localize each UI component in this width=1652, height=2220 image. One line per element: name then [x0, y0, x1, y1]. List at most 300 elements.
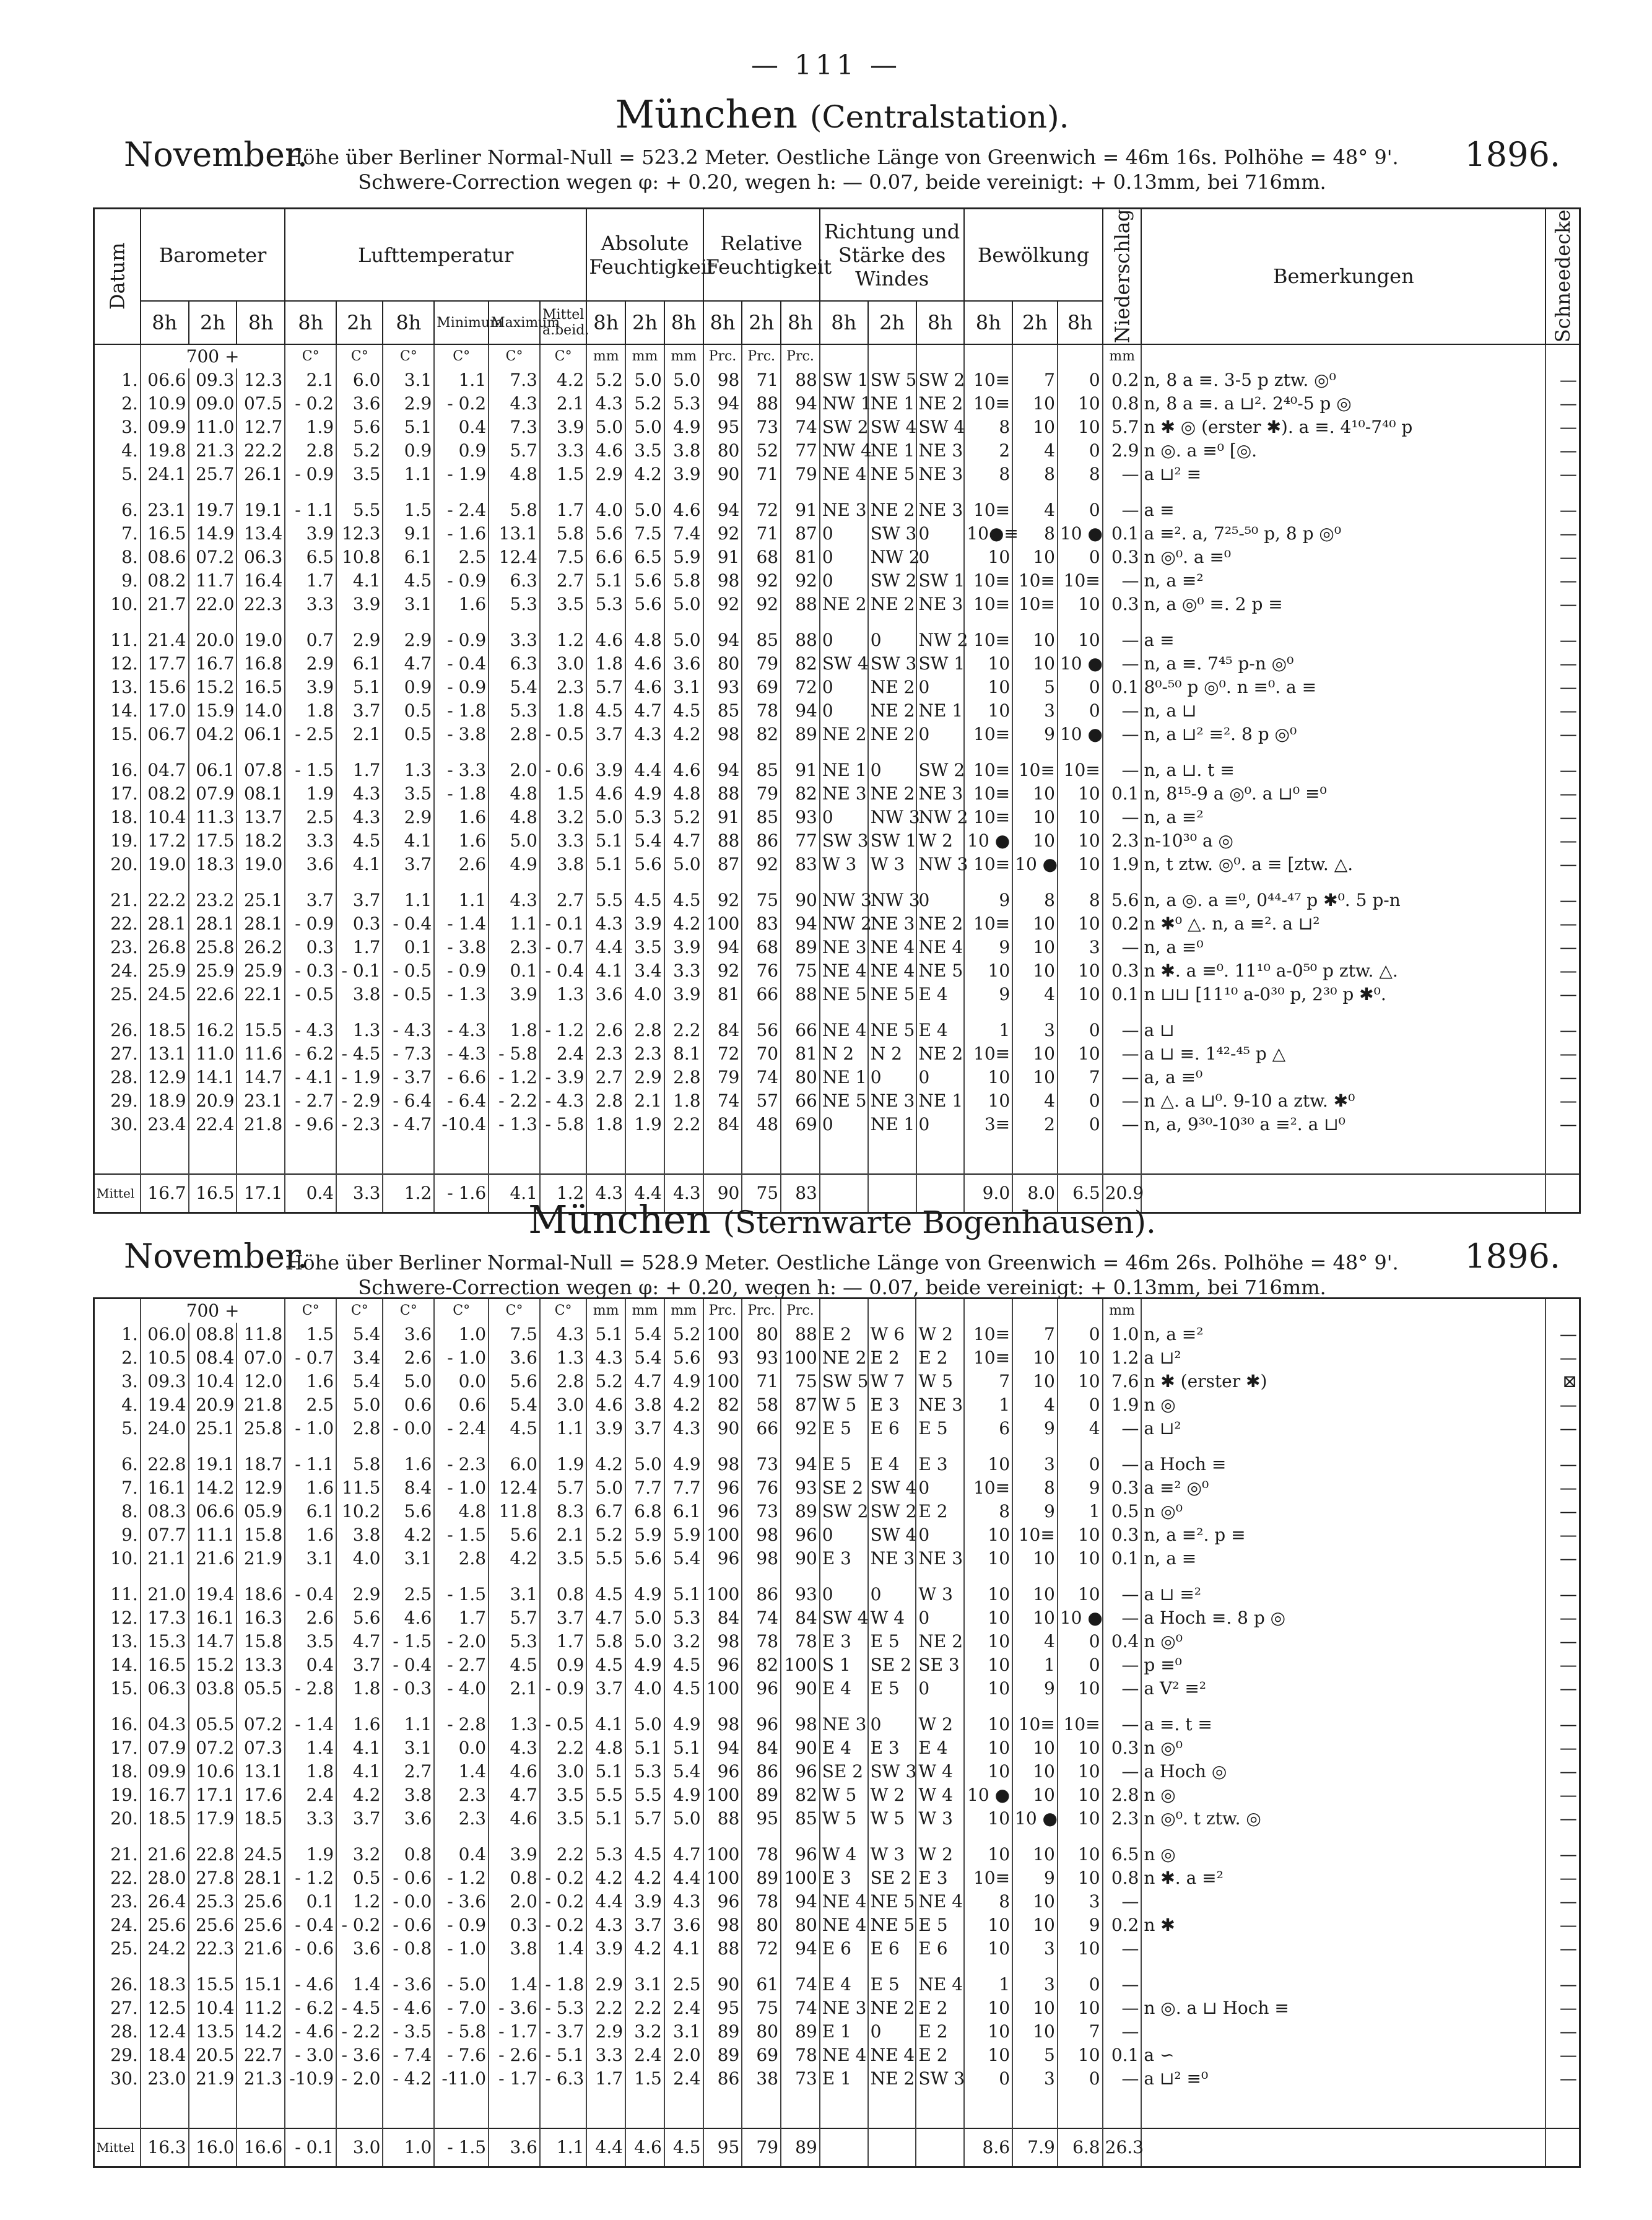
cell-snow: — — [1545, 829, 1580, 853]
cell-cloud-2h: 10 — [1012, 1042, 1058, 1066]
cell-temp-8h: 3.6 — [285, 853, 336, 876]
cell-temp-2h: 5.2 — [336, 439, 383, 463]
cell-temp-mean: 1.7 — [540, 1630, 586, 1653]
cell-temp-min: - 0.4 — [434, 652, 489, 676]
cell-temp-8h: 3.1 — [285, 1547, 336, 1570]
cell-cloud-2h: 8 — [1012, 463, 1058, 486]
cell-temp-8h: 3.9 — [285, 676, 336, 699]
cell-snow: — — [1545, 1783, 1580, 1807]
cell-datum: 30. — [94, 2067, 141, 2091]
unit-cell: Prc. — [781, 344, 820, 368]
cell-rel-2h: 80 — [742, 1323, 781, 1346]
cell-rel-8h-eve: 94 — [781, 1453, 820, 1476]
cell-wind-8h: E 4 — [820, 1736, 868, 1760]
cell-wind-2h: SW 2 — [868, 569, 916, 593]
cell-temp-2h: 1.8 — [336, 1677, 383, 1700]
cell-snow: — — [1545, 1843, 1580, 1866]
cell-rel-8h: 100 — [703, 1677, 742, 1700]
header-bewoelkung: Bewölkung — [964, 209, 1102, 302]
cell-baro-8h: 18.9 — [141, 1089, 189, 1113]
cell-abs-8h: 4.6 — [586, 439, 625, 463]
cell-abs-8h: 1.7 — [586, 2067, 625, 2091]
cell-cloud-2h: 10 — [1012, 1066, 1058, 1089]
cell-abs-8h-eve: 4.3 — [664, 1890, 703, 1913]
cell-cloud-8h: 10 — [964, 2044, 1012, 2067]
year-label: 1896. — [1464, 1237, 1560, 1276]
cell-cloud-8h: 10≡ — [964, 1042, 1012, 1066]
cell-temp-max: 2.0 — [489, 759, 540, 782]
cell-cloud-8h: 10 — [964, 676, 1012, 699]
cell-temp-mean: 5.8 — [540, 522, 586, 546]
day-row — [94, 1973, 1580, 1996]
cell-remarks: n, 8 a ≡. 3-5 p ztw. ◎⁰ — [1141, 368, 1545, 392]
cell-abs-2h: 5.0 — [625, 368, 664, 392]
cell-abs-2h: 3.8 — [625, 1393, 664, 1417]
cell-abs-2h: 6.5 — [625, 546, 664, 569]
cell-temp-2h: 5.1 — [336, 676, 383, 699]
cell-remarks — [1141, 1973, 1545, 1996]
cell-temp-max: - 1.3 — [489, 1113, 540, 1136]
day-row — [94, 782, 1580, 806]
cell-abs-2h: 4.6 — [625, 676, 664, 699]
cell-cloud-8h-eve: 10 — [1058, 1937, 1103, 1961]
cell-abs-8h: 2.2 — [586, 1996, 625, 2020]
cell-abs-8h-eve: 4.3 — [664, 1417, 703, 1440]
cell-wind-2h: E 4 — [868, 1453, 916, 1476]
cell-temp-min: 1.4 — [434, 1760, 489, 1783]
cell-abs-8h-eve: 7.4 — [664, 522, 703, 546]
cell-temp-min: 1.6 — [434, 593, 489, 616]
cell-cloud-2h: 10 — [1012, 936, 1058, 959]
cell-remarks: n, a ≡² — [1141, 569, 1545, 593]
cell-datum: 6. — [94, 1453, 141, 1476]
mean-wind-8h — [820, 2128, 868, 2167]
cell-wind-8h-eve: E 2 — [916, 2044, 964, 2067]
cell-temp-8h: - 1.2 — [285, 1866, 336, 1890]
cell-cloud-8h: 6 — [964, 1417, 1012, 1440]
cell-cloud-2h: 3 — [1012, 1973, 1058, 1996]
cell-abs-2h: 4.9 — [625, 1653, 664, 1677]
cell-rel-8h: 98 — [703, 368, 742, 392]
cell-rel-2h: 71 — [742, 522, 781, 546]
day-row — [94, 1807, 1580, 1830]
cell-abs-8h-eve: 2.2 — [664, 1113, 703, 1136]
row-gap — [94, 1136, 1580, 1174]
cell-cloud-8h-eve: 10 — [1058, 1523, 1103, 1547]
cell-wind-8h-eve: NW 2 — [916, 629, 965, 652]
cell-temp-mean: - 0.9 — [540, 1677, 586, 1700]
cell-temp-max: - 3.6 — [489, 1996, 540, 2020]
cell-abs-2h: 2.4 — [625, 2044, 664, 2067]
cell-baro-8h: 21.0 — [141, 1583, 189, 1606]
cell-abs-8h-eve: 3.9 — [664, 936, 703, 959]
cell-abs-2h: 4.2 — [625, 463, 664, 486]
cell-temp-2h: 1.6 — [336, 1713, 383, 1736]
cell-snow: — — [1545, 1323, 1580, 1346]
cell-wind-8h-eve: E 5 — [916, 1417, 964, 1440]
cell-temp-8h-eve: 4.5 — [383, 569, 434, 593]
cell-temp-min: - 1.2 — [434, 1866, 489, 1890]
cell-datum: 14. — [94, 1653, 141, 1677]
cell-temp-max: 1.3 — [489, 1713, 540, 1736]
cell-wind-8h: 0 — [820, 569, 868, 593]
cell-abs-2h: 4.0 — [625, 983, 664, 1006]
cell-baro-8h: 09.9 — [141, 416, 189, 439]
cell-cloud-8h: 10 — [964, 1713, 1012, 1736]
cell-temp-8h-eve: 3.6 — [383, 1323, 434, 1346]
cell-temp-max: 5.7 — [489, 1606, 540, 1630]
mean-baro-8h: 16.3 — [141, 2128, 189, 2167]
day-row — [94, 806, 1580, 829]
cell-snow: — — [1545, 699, 1580, 723]
cell-temp-mean: 3.8 — [540, 853, 586, 876]
cell-temp-max: 6.3 — [489, 569, 540, 593]
cell-temp-8h: - 6.2 — [285, 1996, 336, 2020]
cell-temp-8h-eve: - 0.6 — [383, 1866, 434, 1890]
cell-cloud-8h: 9 — [964, 936, 1012, 959]
cell-baro-8h-eve: 19.0 — [237, 629, 285, 652]
unit-cell: mm — [664, 344, 703, 368]
cell-wind-2h: N 2 — [868, 1042, 916, 1066]
cell-precip: — — [1103, 723, 1142, 746]
cell-abs-8h: 5.0 — [586, 1476, 625, 1500]
cell-snow: — — [1545, 1547, 1580, 1570]
cell-precip: — — [1103, 1973, 1142, 1996]
cell-cloud-2h: 10≡ — [1012, 1523, 1058, 1547]
cell-baro-8h-eve: 14.2 — [237, 2020, 285, 2044]
cell-abs-8h: 6.6 — [586, 546, 625, 569]
cell-rel-2h: 93 — [742, 1346, 781, 1370]
cell-rel-2h: 96 — [742, 1713, 781, 1736]
cell-abs-8h: 4.8 — [586, 1736, 625, 1760]
cell-baro-8h: 16.1 — [141, 1476, 189, 1500]
cell-wind-8h-eve: NE 2 — [916, 1630, 964, 1653]
cell-temp-max: 5.0 — [489, 829, 540, 853]
cell-temp-8h: - 0.5 — [285, 983, 336, 1006]
cell-rel-8h-eve: 96 — [781, 1523, 820, 1547]
mean-temp-min: - 1.5 — [434, 2128, 489, 2167]
cell-cloud-2h: 10 — [1012, 2020, 1058, 2044]
day-row — [94, 1323, 1580, 1346]
header-barometer: Barometer — [141, 209, 285, 302]
cell-wind-2h: E 6 — [868, 1417, 916, 1440]
cell-temp-2h: 3.6 — [336, 392, 383, 416]
unit-cell — [94, 344, 141, 368]
cell-baro-8h-eve: 28.1 — [237, 1866, 285, 1890]
subheader-7: Maximum — [489, 301, 540, 344]
cell-datum: 20. — [94, 853, 141, 876]
cell-rel-8h-eve: 89 — [781, 2020, 820, 2044]
cell-baro-2h: 14.7 — [189, 1630, 237, 1653]
station-info-line1: Höhe über Berliner Normal-Null = 523.2 Meter. Oestliche Länge von Greenwich = 46m 16s. Polhöhe = 48° 9'. — [285, 146, 1399, 169]
mean-abs-2h: 4.4 — [625, 1174, 664, 1213]
cell-baro-8h-eve: 11.8 — [237, 1323, 285, 1346]
cell-rel-8h-eve: 90 — [781, 1736, 820, 1760]
cell-cloud-2h: 10 — [1012, 1783, 1058, 1807]
cell-temp-2h: - 0.1 — [336, 959, 383, 983]
cell-remarks: a ⊔² ≡ — [1141, 463, 1545, 486]
cell-rel-8h-eve: 94 — [781, 1890, 820, 1913]
cell-abs-8h-eve: 5.0 — [664, 629, 703, 652]
cell-wind-2h: E 3 — [868, 1393, 916, 1417]
cell-cloud-8h-eve: 10 — [1058, 806, 1103, 829]
cell-cloud-8h-eve: 10 — [1058, 983, 1103, 1006]
day-row — [94, 1346, 1580, 1370]
cell-wind-8h: 0 — [820, 1583, 868, 1606]
cell-cloud-2h: 3 — [1012, 1453, 1058, 1476]
subheader-4: 2h — [336, 301, 383, 344]
cell-rel-8h-eve: 94 — [781, 699, 820, 723]
cell-abs-8h: 1.8 — [586, 652, 625, 676]
subheader-19: 2h — [1012, 301, 1058, 344]
cell-rel-8h-eve: 94 — [781, 392, 820, 416]
cell-cloud-8h-eve: 0 — [1058, 1323, 1103, 1346]
subheader-3: 8h — [285, 301, 336, 344]
cell-temp-max: 4.8 — [489, 782, 540, 806]
cell-rel-8h: 90 — [703, 463, 742, 486]
cell-temp-8h: 3.7 — [285, 889, 336, 912]
subheader-10: 2h — [625, 301, 664, 344]
cell-snow: — — [1545, 1042, 1580, 1066]
cell-abs-8h: 5.1 — [586, 853, 625, 876]
cell-baro-2h: 22.3 — [189, 1937, 237, 1961]
cell-wind-2h: NE 4 — [868, 2044, 916, 2067]
cell-abs-8h: 4.4 — [586, 936, 625, 959]
subheader-1: 2h — [189, 301, 237, 344]
cell-temp-8h-eve: - 1.5 — [383, 1630, 434, 1653]
cell-baro-2h: 11.0 — [189, 1042, 237, 1066]
cell-baro-8h: 23.4 — [141, 1113, 189, 1136]
cell-wind-2h: NE 4 — [868, 936, 916, 959]
cell-temp-2h: - 2.3 — [336, 1113, 383, 1136]
unit-cell — [1545, 344, 1580, 368]
cell-baro-8h: 25.9 — [141, 959, 189, 983]
cell-cloud-2h: 4 — [1012, 1089, 1058, 1113]
cell-temp-mean: 4.3 — [540, 1323, 586, 1346]
cell-remarks: p ≡⁰ — [1141, 1653, 1545, 1677]
cell-temp-max: 7.5 — [489, 1323, 540, 1346]
cell-abs-8h-eve: 4.5 — [664, 699, 703, 723]
mean-wind-2h — [868, 2128, 916, 2167]
cell-temp-mean: 1.3 — [540, 1346, 586, 1370]
cell-abs-2h: 4.2 — [625, 1937, 664, 1961]
cell-precip: 0.1 — [1103, 782, 1142, 806]
cell-temp-2h: 5.4 — [336, 1323, 383, 1346]
cell-abs-8h: 5.5 — [586, 1547, 625, 1570]
cell-rel-8h: 100 — [703, 1323, 742, 1346]
cell-baro-2h: 14.1 — [189, 1066, 237, 1089]
cell-temp-8h-eve: 1.1 — [383, 889, 434, 912]
cell-cloud-8h: 2 — [964, 439, 1012, 463]
day-row — [94, 1476, 1580, 1500]
cell-wind-8h-eve: NE 3 — [916, 463, 965, 486]
cell-rel-2h: 89 — [742, 1866, 781, 1890]
cell-abs-2h: 5.5 — [625, 1783, 664, 1807]
cell-baro-2h: 20.5 — [189, 2044, 237, 2067]
cell-abs-2h: 4.6 — [625, 652, 664, 676]
cell-temp-8h: 1.4 — [285, 1736, 336, 1760]
cell-wind-8h: W 5 — [820, 1783, 868, 1807]
cell-temp-8h-eve: 9.1 — [383, 522, 434, 546]
cell-remarks: a ≡. t ≡ — [1141, 1713, 1545, 1736]
cell-temp-8h: 1.9 — [285, 782, 336, 806]
cell-baro-8h: 12.9 — [141, 1066, 189, 1089]
cell-baro-2h: 10.4 — [189, 1370, 237, 1393]
cell-temp-max: 2.0 — [489, 1890, 540, 1913]
cell-temp-min: - 1.8 — [434, 782, 489, 806]
cell-temp-min: 1.1 — [434, 368, 489, 392]
cell-precip: 0.3 — [1103, 1523, 1142, 1547]
cell-snow: ⊠ — [1545, 1370, 1580, 1393]
cell-cloud-2h: 7 — [1012, 1323, 1058, 1346]
cell-baro-2h: 05.5 — [189, 1713, 237, 1736]
cell-baro-8h-eve: 11.6 — [237, 1042, 285, 1066]
cell-baro-8h: 18.3 — [141, 1973, 189, 1996]
cell-temp-8h-eve: 0.9 — [383, 439, 434, 463]
cell-cloud-8h: 10≡ — [964, 368, 1012, 392]
cell-wind-8h: SW 2 — [820, 416, 868, 439]
cell-temp-max: 3.8 — [489, 1937, 540, 1961]
day-row — [94, 1393, 1580, 1417]
cell-wind-8h-eve: NE 2 — [916, 912, 965, 936]
day-row — [94, 1760, 1580, 1783]
cell-baro-2h: 25.3 — [189, 1890, 237, 1913]
cell-rel-8h: 100 — [703, 1866, 742, 1890]
cell-baro-8h: 17.7 — [141, 652, 189, 676]
cell-baro-8h-eve: 12.0 — [237, 1370, 285, 1393]
cell-temp-8h-eve: - 0.5 — [383, 959, 434, 983]
cell-datum: 13. — [94, 1630, 141, 1653]
cell-baro-8h-eve: 22.7 — [237, 2044, 285, 2067]
cell-abs-8h-eve: 4.1 — [664, 1937, 703, 1961]
cell-datum: 29. — [94, 2044, 141, 2067]
subheader-16: 2h — [868, 301, 916, 344]
cell-cloud-8h: 10≡ — [964, 782, 1012, 806]
cell-wind-8h-eve: 0 — [916, 1677, 964, 1700]
cell-baro-2h: 11.0 — [189, 416, 237, 439]
cell-baro-8h: 08.6 — [141, 546, 189, 569]
cell-wind-8h-eve: E 2 — [916, 1500, 964, 1523]
cell-cloud-8h-eve: 0 — [1058, 1630, 1103, 1653]
cell-temp-max: 12.4 — [489, 546, 540, 569]
cell-wind-2h: SW 3 — [868, 652, 916, 676]
cell-abs-8h-eve: 4.8 — [664, 782, 703, 806]
cell-rel-8h-eve: 66 — [781, 1089, 820, 1113]
cell-cloud-2h: 9 — [1012, 1866, 1058, 1890]
header-niederschlag: Niederschlag — [1103, 209, 1142, 344]
cell-temp-min: - 1.3 — [434, 983, 489, 1006]
cell-rel-2h: 78 — [742, 1843, 781, 1866]
cell-precip: — — [1103, 1996, 1142, 2020]
cell-abs-8h-eve: 4.2 — [664, 1393, 703, 1417]
mean-baro-8h-eve: 16.6 — [237, 2128, 285, 2167]
cell-wind-8h: NE 4 — [820, 463, 868, 486]
cell-baro-8h: 21.7 — [141, 593, 189, 616]
cell-wind-2h: NE 2 — [868, 498, 916, 522]
cell-rel-8h: 80 — [703, 652, 742, 676]
cell-remarks: a ≡ — [1141, 498, 1545, 522]
cell-wind-2h: NW 2 — [868, 546, 916, 569]
cell-temp-8h: - 2.8 — [285, 1677, 336, 1700]
cell-temp-8h-eve: 0.1 — [383, 936, 434, 959]
cell-snow: — — [1545, 853, 1580, 876]
cell-precip: — — [1103, 629, 1142, 652]
cell-baro-2h: 22.6 — [189, 983, 237, 1006]
cell-temp-mean: - 0.5 — [540, 723, 586, 746]
cell-precip: 2.3 — [1103, 829, 1142, 853]
cell-wind-2h: NE 1 — [868, 1113, 916, 1136]
day-row — [94, 1677, 1580, 1700]
cell-wind-8h: 0 — [820, 806, 868, 829]
cell-temp-8h-eve: 1.1 — [383, 1713, 434, 1736]
cell-temp-2h: 4.3 — [336, 782, 383, 806]
cell-datum: 28. — [94, 1066, 141, 1089]
cell-wind-2h: NE 5 — [868, 1890, 916, 1913]
cell-wind-8h-eve: E 3 — [916, 1866, 964, 1890]
cell-temp-8h: 1.9 — [285, 1843, 336, 1866]
cell-rel-8h: 98 — [703, 1913, 742, 1937]
cell-temp-8h-eve: 5.1 — [383, 416, 434, 439]
mean-rel-8h-eve: 89 — [781, 2128, 820, 2167]
cell-snow: — — [1545, 912, 1580, 936]
cell-abs-8h: 4.3 — [586, 1913, 625, 1937]
cell-rel-2h: 57 — [742, 1089, 781, 1113]
cell-temp-8h: 1.9 — [285, 416, 336, 439]
cell-wind-8h-eve: SW 1 — [916, 569, 965, 593]
cell-cloud-8h: 1 — [964, 1973, 1012, 1996]
cell-temp-mean: 1.3 — [540, 983, 586, 1006]
cell-baro-2h: 11.1 — [189, 1523, 237, 1547]
row-gap — [94, 616, 1580, 629]
day-row — [94, 1583, 1580, 1606]
cell-rel-2h: 73 — [742, 416, 781, 439]
cell-abs-8h: 2.9 — [586, 463, 625, 486]
cell-baro-8h: 21.6 — [141, 1843, 189, 1866]
cell-abs-8h: 3.7 — [586, 1677, 625, 1700]
cell-temp-min: 1.7 — [434, 1606, 489, 1630]
cell-abs-8h-eve: 5.0 — [664, 593, 703, 616]
cell-wind-8h: NE 1 — [820, 759, 868, 782]
cell-wind-8h: NE 5 — [820, 983, 868, 1006]
cell-temp-mean: 1.5 — [540, 782, 586, 806]
cell-cloud-8h-eve: 0 — [1058, 1089, 1103, 1113]
cell-rel-8h: 84 — [703, 1113, 742, 1136]
mean-cloud-8h: 8.6 — [964, 2128, 1012, 2167]
cell-rel-2h: 98 — [742, 1523, 781, 1547]
cell-wind-2h: E 5 — [868, 1973, 916, 1996]
cell-datum: 10. — [94, 593, 141, 616]
cell-rel-8h-eve: 87 — [781, 1393, 820, 1417]
cell-baro-8h-eve: 25.1 — [237, 889, 285, 912]
cell-abs-2h: 2.9 — [625, 1066, 664, 1089]
cell-abs-2h: 4.3 — [625, 723, 664, 746]
cell-wind-8h: W 5 — [820, 1393, 868, 1417]
cell-baro-8h-eve: 15.8 — [237, 1523, 285, 1547]
row-gap — [94, 1700, 1580, 1713]
cell-rel-8h-eve: 89 — [781, 1500, 820, 1523]
cell-wind-2h: W 7 — [868, 1370, 916, 1393]
mean-temp-mean: 1.1 — [540, 2128, 586, 2167]
cell-cloud-2h: 8 — [1012, 522, 1058, 546]
cell-cloud-2h: 9 — [1012, 1417, 1058, 1440]
cell-cloud-8h: 10 — [964, 1807, 1012, 1830]
day-row — [94, 569, 1580, 593]
cell-temp-2h: 5.6 — [336, 416, 383, 439]
cell-datum: 1. — [94, 1323, 141, 1346]
cell-temp-8h: - 3.0 — [285, 2044, 336, 2067]
cell-temp-mean: 2.1 — [540, 1523, 586, 1547]
cell-remarks: n, 8 a ≡. a ⊔². 2⁴⁰-5 p ◎ — [1141, 392, 1545, 416]
